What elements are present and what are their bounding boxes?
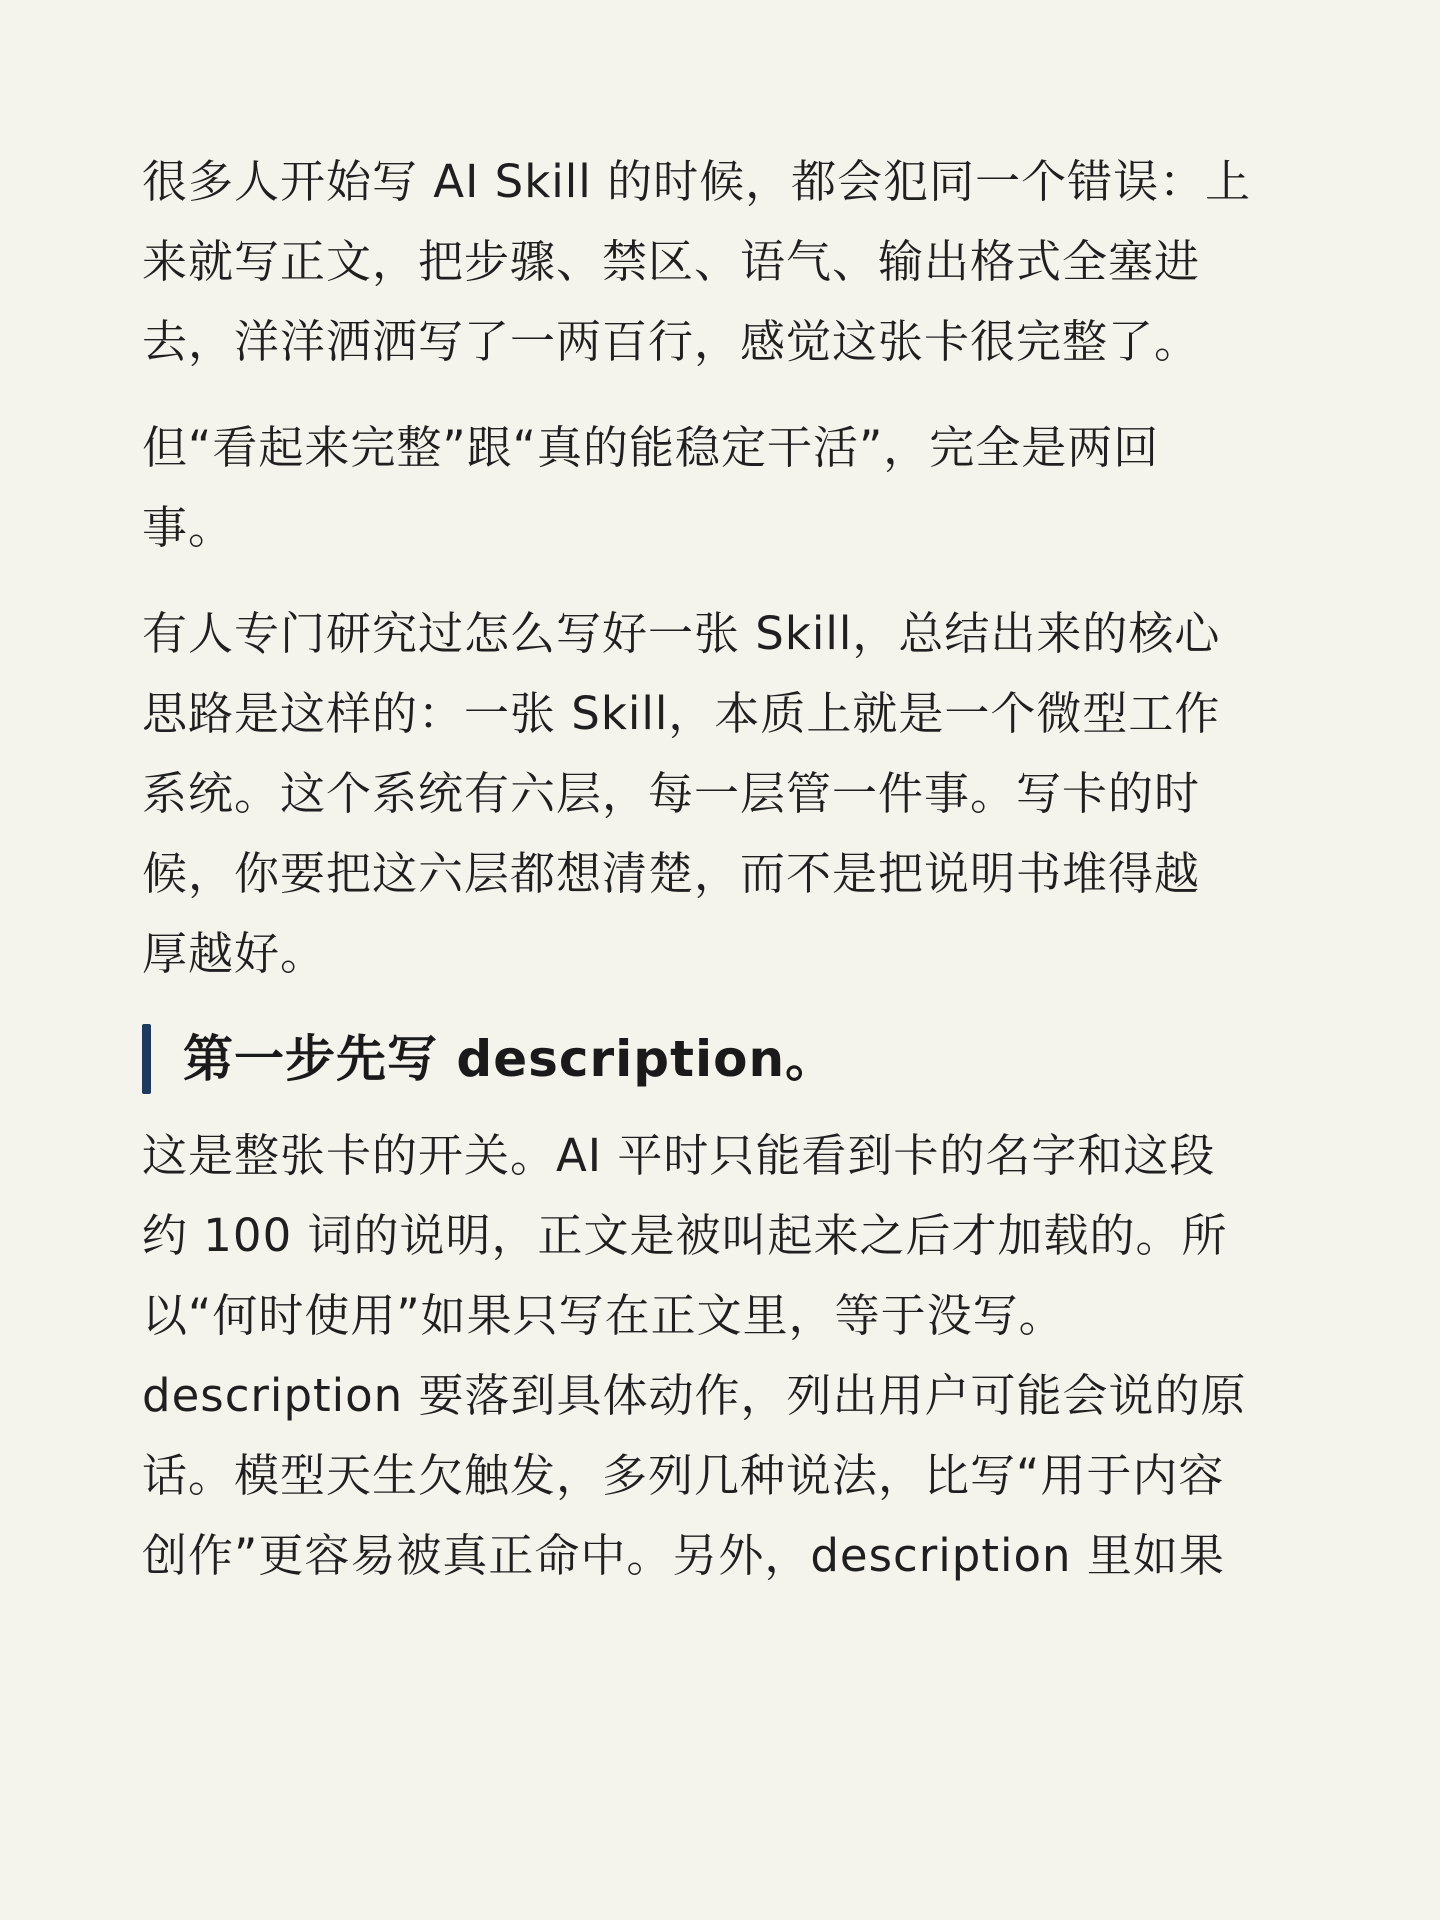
text-line: 以“何时使用”如果只写在正文里，等于没写。 (142, 1289, 1065, 1342)
text-line: 系统。这个系统有六层，每一层管一件事。写卡的时 (142, 767, 1201, 820)
text-line: 话。模型天生欠触发，多列几种说法，比写“用于内容 (142, 1449, 1225, 1502)
paragraph-contrast (142, 408, 1302, 568)
section-title: 第一步先写 description。 (183, 1030, 837, 1088)
heading-accent-bar (142, 1024, 151, 1094)
text-line: 创作”更容易被真正命中。另外，description 里如果 (142, 1529, 1225, 1582)
text-line: 很多人开始写 AI Skill 的时候，都会犯同一个错误：上 (142, 155, 1252, 208)
text-line: 厚越好。 (142, 927, 327, 980)
text-line: 事。 (142, 501, 235, 554)
text-line: 但“看起来完整”跟“真的能稳定干活”，完全是两回 (142, 421, 1160, 474)
paragraph-description-step (142, 1116, 1302, 1596)
text-line: 去，洋洋洒洒写了一两百行，感觉这张卡很完整了。 (142, 315, 1201, 368)
text-line: 思路是这样的：一张 Skill，本质上就是一个微型工作 (142, 687, 1221, 740)
paragraph-core-idea (142, 594, 1302, 994)
article-body (142, 142, 1302, 1622)
text-line: 约 100 词的说明，正文是被叫起来之后才加载的。所 (142, 1209, 1228, 1262)
text-line: description 要落到具体动作，列出用户可能会说的原 (142, 1369, 1247, 1422)
section-heading (142, 1022, 1302, 1096)
text-line: 来就写正文，把步骤、禁区、语气、输出格式全塞进 (142, 235, 1201, 288)
text-line: 候，你要把这六层都想清楚，而不是把说明书堆得越 (142, 847, 1201, 900)
text-line: 有人专门研究过怎么写好一张 Skill，总结出来的核心 (142, 607, 1221, 660)
paragraph-intro (142, 142, 1302, 382)
text-line: 这是整张卡的开关。AI 平时只能看到卡的名字和这段 (142, 1129, 1216, 1182)
